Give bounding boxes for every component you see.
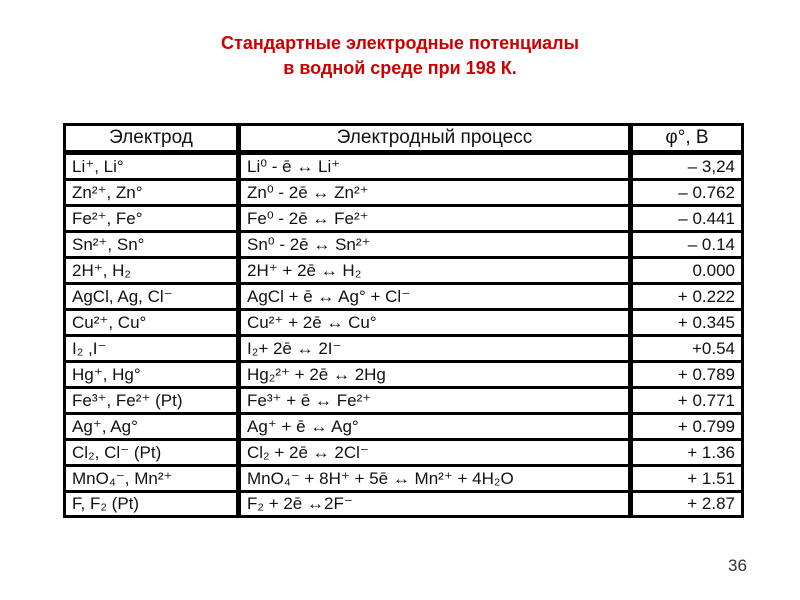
table-row [63,180,744,206]
table-header-row [63,123,744,154]
table-row [63,206,744,232]
cell-potential: + 0.789 [632,362,744,388]
header-potential: φ°, В [632,123,744,154]
cell-electrode: Ag⁺, Ag° [63,414,240,440]
cell-potential: + 2.87 [632,492,744,518]
table-row [63,258,744,284]
cell-process: Sn⁰ - 2ē ↔ Sn²⁺ [240,232,632,258]
cell-process: Hg₂²⁺ + 2ē ↔ 2Hg [240,362,632,388]
table-row [63,466,744,492]
cell-process: Fe³⁺ + ē ↔ Fe²⁺ [240,388,632,414]
cell-potential: + 0.771 [632,388,744,414]
cell-electrode: Fe³⁺, Fe²⁺ (Pt) [63,388,240,414]
cell-potential: +0.54 [632,336,744,362]
cell-electrode: Li⁺, Li° [63,154,240,180]
cell-process: AgCl + ē ↔ Ag° + Cl⁻ [240,284,632,310]
cell-electrode: I₂ ,I⁻ [63,336,240,362]
table-row [63,414,744,440]
cell-potential: + 0.799 [632,414,744,440]
slide-title [0,31,800,81]
cell-potential: + 0.222 [632,284,744,310]
cell-electrode: F, F₂ (Pt) [63,492,240,518]
table-row [63,232,744,258]
cell-process: 2H⁺ + 2ē ↔ H₂ [240,258,632,284]
cell-potential: + 0.345 [632,310,744,336]
cell-potential: + 1.51 [632,466,744,492]
header-process: Электродный процесс [240,123,632,154]
table-row [63,440,744,466]
table-row [63,362,744,388]
cell-electrode: Sn²⁺, Sn° [63,232,240,258]
table-row [63,284,744,310]
cell-electrode: MnO₄⁻, Mn²⁺ [63,466,240,492]
cell-electrode: Hg⁺, Hg° [63,362,240,388]
cell-process: I₂+ 2ē ↔ 2I⁻ [240,336,632,362]
cell-electrode: Cl₂, Cl⁻ (Pt) [63,440,240,466]
page-number: 36 [728,556,747,575]
table-row [63,388,744,414]
slide-title-line-2: в водной среде при 198 К. [283,58,517,78]
cell-potential: 0.000 [632,258,744,284]
table-row [63,492,744,518]
electrode-potentials-table [63,123,744,518]
cell-potential: – 0.14 [632,232,744,258]
cell-electrode: Zn²⁺, Zn° [63,180,240,206]
table-row [63,310,744,336]
cell-process: Cu²⁺ + 2ē ↔ Cu° [240,310,632,336]
cell-process: Li⁰ - ē ↔ Li⁺ [240,154,632,180]
cell-electrode: Cu²⁺, Cu° [63,310,240,336]
cell-potential: – 0.441 [632,206,744,232]
header-electrode: Электрод [63,123,240,154]
table-row [63,154,744,180]
slide-title-line-1: Стандартные электродные потенциалы [221,33,579,53]
cell-process: Cl₂ + 2ē ↔ 2Cl⁻ [240,440,632,466]
cell-electrode: Fe²⁺, Fe° [63,206,240,232]
cell-electrode: 2H⁺, H₂ [63,258,240,284]
cell-potential: – 0.762 [632,180,744,206]
cell-process: MnO₄⁻ + 8H⁺ + 5ē ↔ Mn²⁺ + 4H₂O [240,466,632,492]
cell-process: Ag⁺ + ē ↔ Ag° [240,414,632,440]
table-row [63,336,744,362]
cell-process: Zn⁰ - 2ē ↔ Zn²⁺ [240,180,632,206]
cell-potential: – 3,24 [632,154,744,180]
cell-potential: + 1.36 [632,440,744,466]
cell-process: F₂ + 2ē ↔2F⁻ [240,492,632,518]
cell-process: Fe⁰ - 2ē ↔ Fe²⁺ [240,206,632,232]
cell-electrode: AgCl, Ag, Cl⁻ [63,284,240,310]
